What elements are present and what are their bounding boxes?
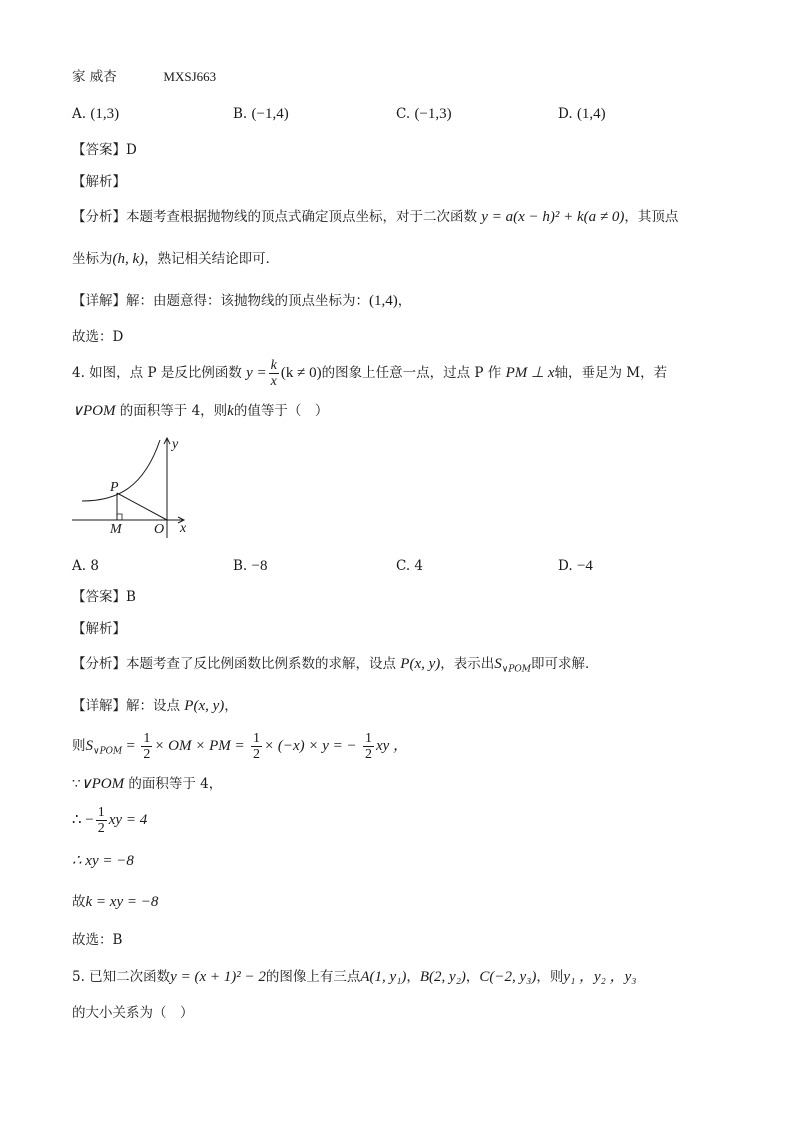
q4-answer-tag: 【答案】	[72, 589, 126, 605]
q4-area-prefix: 则	[72, 738, 86, 754]
q3-option-d-label: D.	[558, 106, 573, 122]
q4-detail-line	[72, 697, 238, 715]
q5-stem-line-2: 的大小关系为（ ）	[72, 1005, 194, 1021]
q4-area-eq: =	[126, 738, 136, 754]
segment-po	[117, 493, 167, 520]
q3-option-c-label: C.	[396, 106, 411, 122]
q4-fraction-denominator: x	[270, 374, 277, 389]
q4-option-d-label: D.	[558, 558, 573, 574]
q3-detail-tag: 【详解】	[72, 293, 126, 309]
q4-option-a: A. 8	[72, 558, 99, 574]
q4-because-triangle: ∨POM	[80, 776, 125, 792]
q4-fenxi-text-2: ，表示出	[440, 656, 495, 672]
q3-option-c	[396, 105, 452, 123]
q4-area-mid-1: × OM × PM =	[154, 738, 245, 754]
right-angle-mark	[117, 514, 122, 520]
q3-fenxi-line-2	[72, 250, 279, 268]
q3-detail-line	[72, 292, 411, 310]
q4-stem-text-4: 的面积等于 4，则	[119, 403, 228, 419]
q5-stem-function: y = (x + 1)² − 2	[170, 969, 266, 985]
q4-answer: B	[126, 589, 136, 605]
q4-therefore-fraction	[96, 805, 107, 836]
q4-therefore-fraction-num: 1	[97, 805, 105, 820]
q4-fenxi-line	[72, 655, 599, 679]
header-school: 家 威杏	[72, 69, 117, 85]
q4-area-fraction-1-den: 2	[143, 747, 151, 762]
q4-fenxi-s-sub: ∨POM	[501, 664, 532, 675]
q4-fenxi-text-1: 本题考查了反比例函数比例系数的求解，设点	[126, 656, 396, 672]
q4-area-fraction-3-num: 1	[364, 731, 372, 746]
q4-fenxi-s: S	[494, 656, 502, 672]
q4-stem-line-2	[72, 402, 328, 420]
q4-conclusion-line	[72, 893, 158, 911]
q4-area-formula-line	[72, 730, 408, 768]
q3-option-d-value: (1,4)	[576, 106, 606, 122]
label-o: O	[154, 522, 165, 537]
q4-conclusion-prefix: 故	[72, 894, 86, 910]
q5-point-a: A(1, y₁)	[360, 969, 407, 985]
q4-stem-text-3: 轴，垂足为 M，若	[554, 365, 668, 381]
q3-fenxi-formula: y = a(x − h)² + k(a ≠ 0)	[481, 209, 625, 225]
q4-area-s-sub: ∨POM	[93, 746, 123, 757]
q4-detail-end: ，	[224, 698, 238, 714]
q4-stem-k: k	[227, 403, 234, 419]
header-line	[72, 68, 216, 86]
q4-area-fraction-3-den: 2	[364, 747, 372, 762]
q3-option-d	[558, 105, 606, 123]
q4-therefore-fraction-den: 2	[97, 821, 105, 836]
q4-option-d-value: −4	[576, 558, 593, 574]
q5-stem-line-1: 5. 已知二次函数y = (x + 1)² − 2的图像上有三点A(1, y₁)，B(2, y₂)，C(−2, y₃)，则y₁ ，y₂ ，y₃	[72, 969, 637, 985]
q4-option-b-value: −8	[251, 558, 268, 574]
q4-stem-y: y =	[246, 365, 267, 381]
q4-fenxi-text-3: 即可求解．	[531, 656, 599, 672]
q3-fenxi-line	[72, 208, 678, 226]
q4-choose: 故选：B	[72, 932, 123, 948]
q4-option-b	[233, 557, 267, 575]
q4-area-fraction-1-num: 1	[143, 731, 151, 746]
q3-fenxi-text-2: ，其顶点	[624, 209, 679, 225]
q4-stem-condition: (k ≠ 0)	[280, 365, 322, 381]
q3-detail-text: 解：由题意得：该抛物线的顶点坐标为：	[126, 293, 369, 309]
q4-answer-line	[72, 588, 136, 606]
q4-stem-triangle: ∨POM	[72, 403, 116, 419]
q4-stem-line-1	[72, 357, 667, 389]
header-code: MXSJ663	[163, 69, 217, 84]
q4-option-c: C. 4	[396, 558, 424, 574]
q4-area-fraction-3	[363, 731, 374, 762]
q4-because-symbol: ∵	[72, 776, 81, 792]
q3-option-b-label: B.	[233, 106, 248, 122]
q4-because-line	[72, 775, 222, 793]
q4-fenxi-tag: 【分析】	[72, 656, 126, 672]
q4-option-d	[558, 557, 593, 575]
q4-stem-fraction	[269, 358, 279, 389]
q3-fenxi-hk: (h, k)	[112, 251, 145, 267]
q5-stem-text-2: 的图像上有三点	[265, 969, 361, 985]
q3-answer-tag: 【答案】	[72, 142, 126, 158]
q3-analysis-tag: 【解析】	[72, 174, 126, 190]
label-p: P	[110, 480, 119, 495]
q4-area-end: xy ，	[375, 738, 409, 754]
q5-stem-ys: y₁ ，y₂ ，y₃	[563, 969, 637, 985]
q4-stem-text-2: 的图象上任意一点，过点 P 作	[321, 365, 502, 381]
q3-fenxi-tag: 【分析】	[72, 209, 126, 225]
q4-fenxi-point: P(x, y)	[400, 656, 441, 672]
q5-stem-text-3: ，则	[536, 969, 564, 985]
q4-therefore-1-pre: ∴ −	[72, 812, 94, 828]
q4-therefore-1-post: xy = 4	[108, 812, 148, 828]
q4-option-b-label: B.	[233, 558, 248, 574]
q4-detail-tag: 【详解】	[72, 698, 126, 714]
q3-answer-line	[72, 141, 137, 159]
q4-area-fraction-2	[251, 731, 262, 762]
q4-stem-pm: PM ⊥ x	[505, 365, 555, 381]
q3-detail-end: ，	[397, 293, 412, 309]
q4-analysis-tag: 【解析】	[72, 621, 126, 637]
hyperbola-curve	[82, 440, 160, 501]
q4-area-fraction-2-den: 2	[252, 747, 260, 762]
q4-figure	[66, 432, 196, 542]
q4-stem-text-1: 4. 如图，点 P 是反比例函数	[72, 365, 242, 381]
q4-conclusion-formula: k = xy = −8	[85, 894, 159, 910]
q4-area-s: S	[85, 738, 93, 754]
q4-therefore-line-1	[72, 804, 147, 836]
q4-stem-text-5: 的值等于（ ）	[233, 403, 329, 419]
label-x: x	[180, 521, 187, 536]
label-y: y	[172, 437, 179, 452]
q3-choose: 故选：D	[72, 329, 124, 345]
q3-option-a-value: (1,3)	[90, 106, 120, 122]
q3-option-a	[72, 105, 119, 123]
q4-area-mid-2: × (−x) × y = −	[263, 738, 357, 754]
q3-detail-value: (1,4)	[369, 293, 398, 309]
q3-fenxi-text-1: 本题考查根据抛物线的顶点式确定顶点坐标，对于二次函数	[126, 209, 477, 225]
q3-fenxi-text-3: 坐标为	[72, 251, 113, 267]
q4-detail-text: 解：设点	[126, 698, 180, 714]
q3-option-c-value: (−1,3)	[414, 106, 452, 122]
q4-detail-point: P(x, y)	[184, 698, 225, 714]
q4-therefore-line-2	[72, 852, 134, 870]
q3-option-b	[233, 105, 289, 123]
q3-fenxi-text-4: ，熟记相关结论即可．	[144, 251, 280, 267]
q5-point-c: C(−2, y₃)	[479, 969, 537, 985]
q3-option-b-value: (−1,4)	[251, 106, 289, 122]
q3-option-a-label: A.	[72, 106, 87, 122]
q4-because-text: 的面积等于 4，	[128, 776, 223, 792]
q4-therefore-2: ∴ xy = −8	[72, 853, 134, 869]
q4-fraction-numerator: k	[270, 358, 277, 373]
q5-point-b: B(2, y₂)	[419, 969, 466, 985]
q5-stem-text-1: 5. 已知二次函数	[72, 969, 171, 985]
q3-answer: D	[126, 142, 137, 158]
label-m: M	[110, 522, 122, 537]
q4-area-fraction-1	[141, 731, 152, 762]
q4-area-fraction-2-num: 1	[252, 731, 260, 746]
